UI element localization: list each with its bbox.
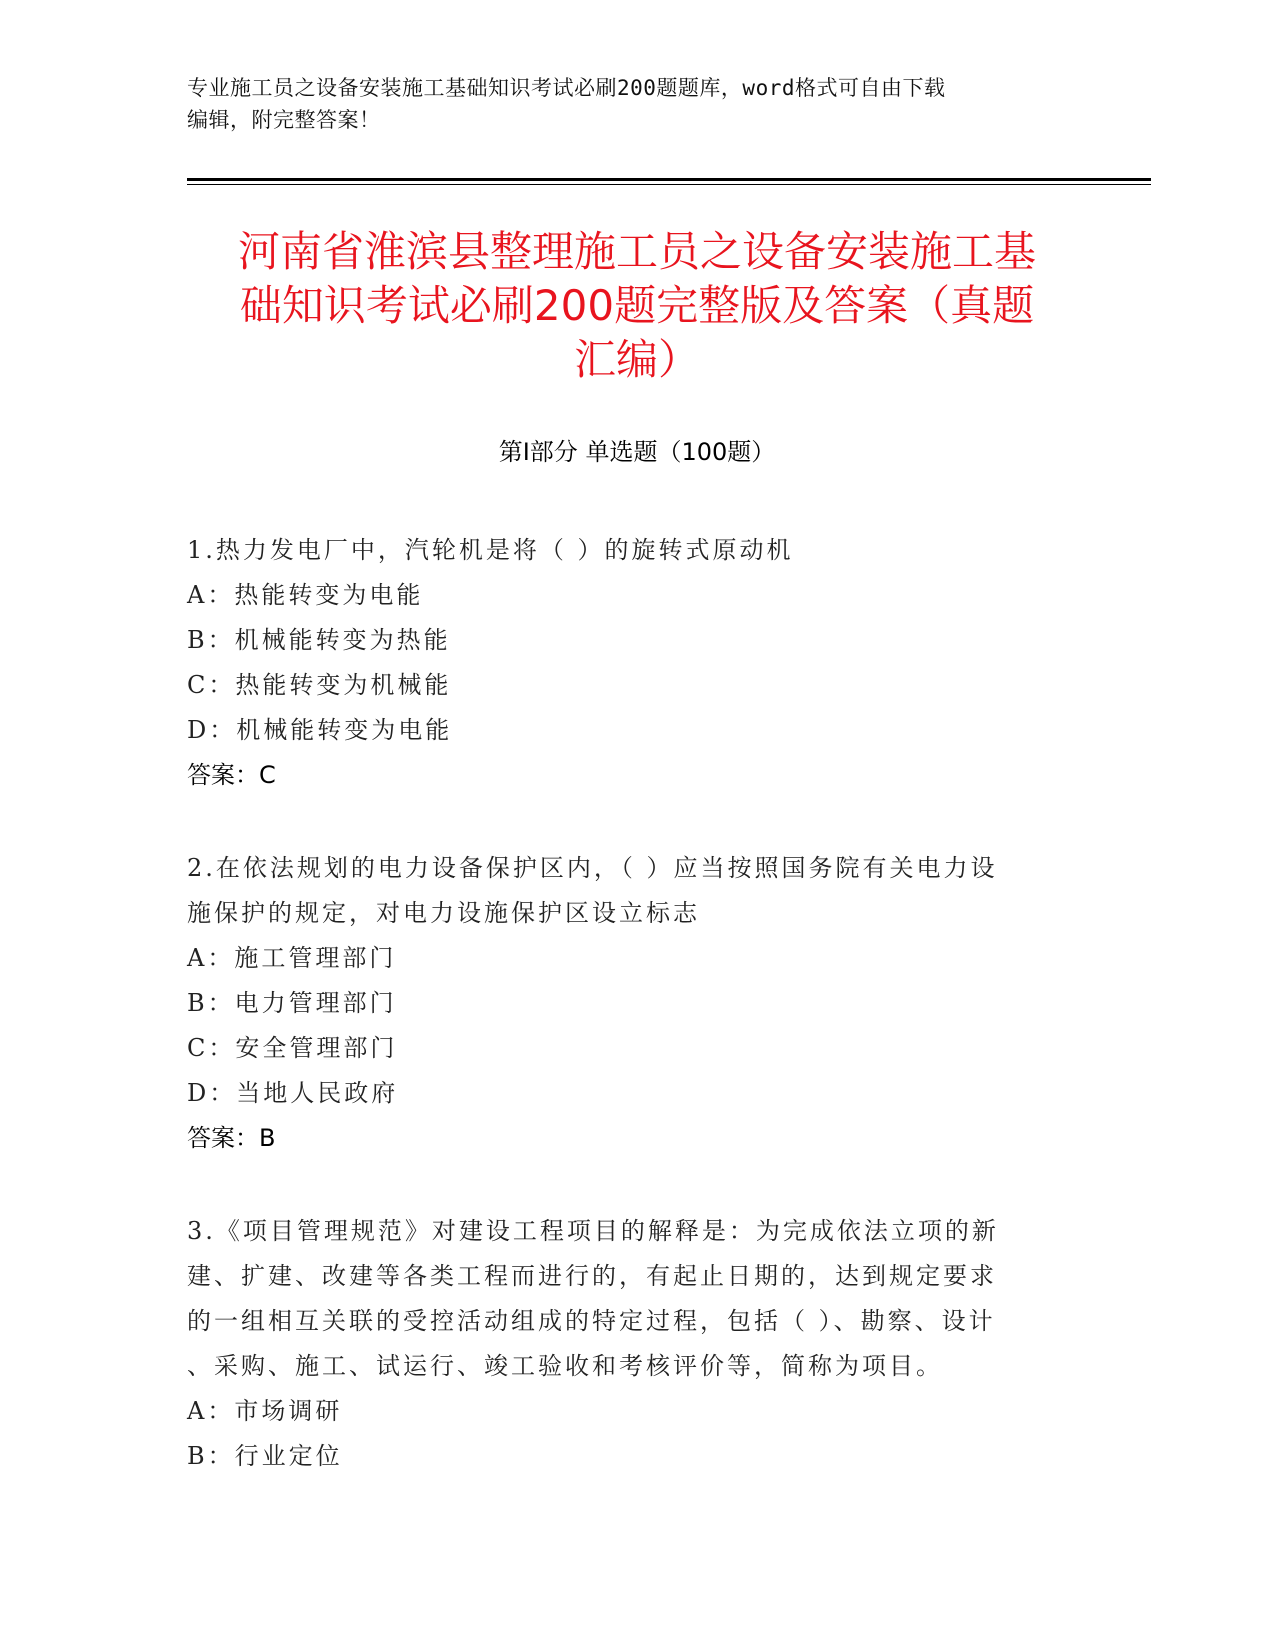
option-b: B：机械能转变为热能 [187,626,451,654]
document-title-line-2: 础知识考试必刷200题完整版及答案（真题 [239,281,1035,330]
question-stem-line: 施保护的规定，对电力设施保护区设立标志 [187,899,700,927]
option-c: C：安全管理部门 [187,1034,398,1062]
question-1 [187,528,1067,798]
option-a: A：热能转变为电能 [187,581,424,609]
question-stem-line: 1.热力发电厂中，汽轮机是将（ ）的旋转式原动机 [187,536,794,564]
option-b: B：电力管理部门 [187,989,397,1017]
header-divider-thin [187,184,1151,185]
header-divider-thick [187,178,1151,181]
question-stem-line: 2.在依法规划的电力设备保护区内，（ ）应当按照国务院有关电力设 [187,854,998,882]
option-c: C：热能转变为机械能 [187,671,452,699]
document-title-line-1: 河南省淮滨县整理施工员之设备安装施工基 [237,227,1036,276]
option-d: D：当地人民政府 [187,1079,399,1107]
question-stem-line: 3.《项目管理规范》对建设工程项目的解释是：为完成依法立项的新 [187,1217,999,1245]
option-b: B：行业定位 [187,1442,343,1470]
option-a: A：市场调研 [187,1397,343,1425]
question-stem-line: 的一组相互关联的受控活动组成的特定过程，包括（ ）、勘察、设计 [187,1307,996,1335]
section-title: 第Ⅰ部分 单选题（100题） [498,438,776,466]
question-list [187,528,1067,1527]
question-3 [187,1209,1067,1479]
question-stem-line: 、采购、施工、试运行、竣工验收和考核评价等，简称为项目。 [187,1352,943,1380]
answer: 答案：C [187,761,276,789]
question-stem-line: 建、扩建、改建等各类工程而进行的，有起止日期的，达到规定要求 [187,1262,997,1290]
header-note-line-1: 专业施工员之设备安装施工基础知识考试必刷200题题库，word格式可自由下载 [187,76,946,100]
header-note-line-2: 编辑，附完整答案！ [187,108,381,132]
option-d: D：机械能转变为电能 [187,716,453,744]
header-note [187,72,1067,136]
option-a: A：施工管理部门 [187,944,397,972]
document-title-line-3: 汇编） [573,335,700,384]
document-title [187,225,1087,387]
answer: 答案：B [187,1124,276,1152]
question-2 [187,846,1067,1161]
